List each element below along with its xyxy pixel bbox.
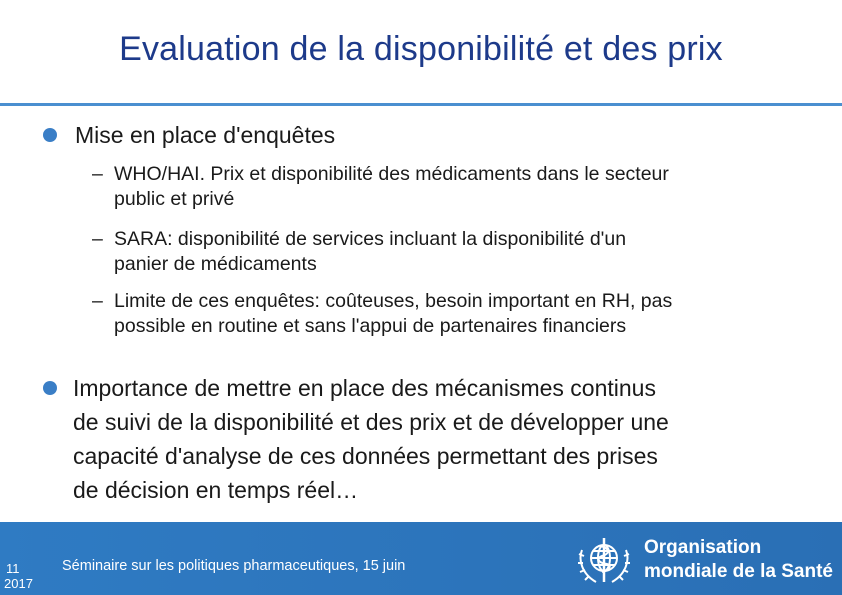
who-logo: [572, 532, 834, 588]
bullet-1-text: Mise en place d'enquêtes: [75, 122, 336, 148]
bullet-2-line-1: Importance de mettre en place des mécanismes continus: [73, 375, 656, 401]
footer-year: 2017: [4, 576, 33, 591]
logo-text: [644, 536, 833, 584]
sub-item-3-line-1: Limite de ces enquêtes: coûteuses, besoin important en RH, pas: [114, 290, 673, 312]
slide-title: Evaluation de la disponibilité et des prix: [119, 30, 723, 68]
who-emblem-icon: [572, 532, 636, 588]
bullet-2-line-2: de suivi de la disponibilité et des prix et de développer une: [73, 409, 669, 435]
logo-line-2: mondiale de la Santé: [644, 561, 833, 582]
sub-item-2-line-2: panier de médicaments: [114, 253, 317, 275]
sub-item-2: [92, 227, 627, 277]
footer-text: Séminaire sur les politiques pharmaceutiques, 15 juin: [62, 558, 406, 574]
title-divider: [0, 103, 842, 106]
bullet-2: [73, 371, 669, 507]
page-number: 11: [6, 561, 20, 576]
sub-item-2-line-1: SARA: disponibilité de services incluant la disponibilité d'un: [114, 228, 627, 250]
sub-item-3: [92, 289, 673, 339]
sub-dash: –: [92, 290, 103, 312]
sub-item-1-line-2: public et privé: [114, 188, 235, 210]
sub-item-1-line-1: WHO/HAI. Prix et disponibilité des médicaments dans le secteur: [114, 163, 669, 185]
bullet-dot: [43, 128, 57, 142]
sub-dash: –: [92, 163, 103, 185]
bullet-2-line-4: de décision en temps réel…: [73, 477, 359, 503]
bullet-2-line-3: capacité d'analyse de ces données permettant des prises: [73, 443, 658, 469]
sub-dash: –: [92, 228, 103, 250]
sub-item-3-line-2: possible en routine et sans l'appui de partenaires financiers: [114, 315, 627, 337]
bullet-dot: [43, 381, 57, 395]
sub-item-1: [92, 162, 669, 212]
logo-line-1: Organisation: [644, 537, 762, 558]
bullet-1: [75, 118, 335, 152]
